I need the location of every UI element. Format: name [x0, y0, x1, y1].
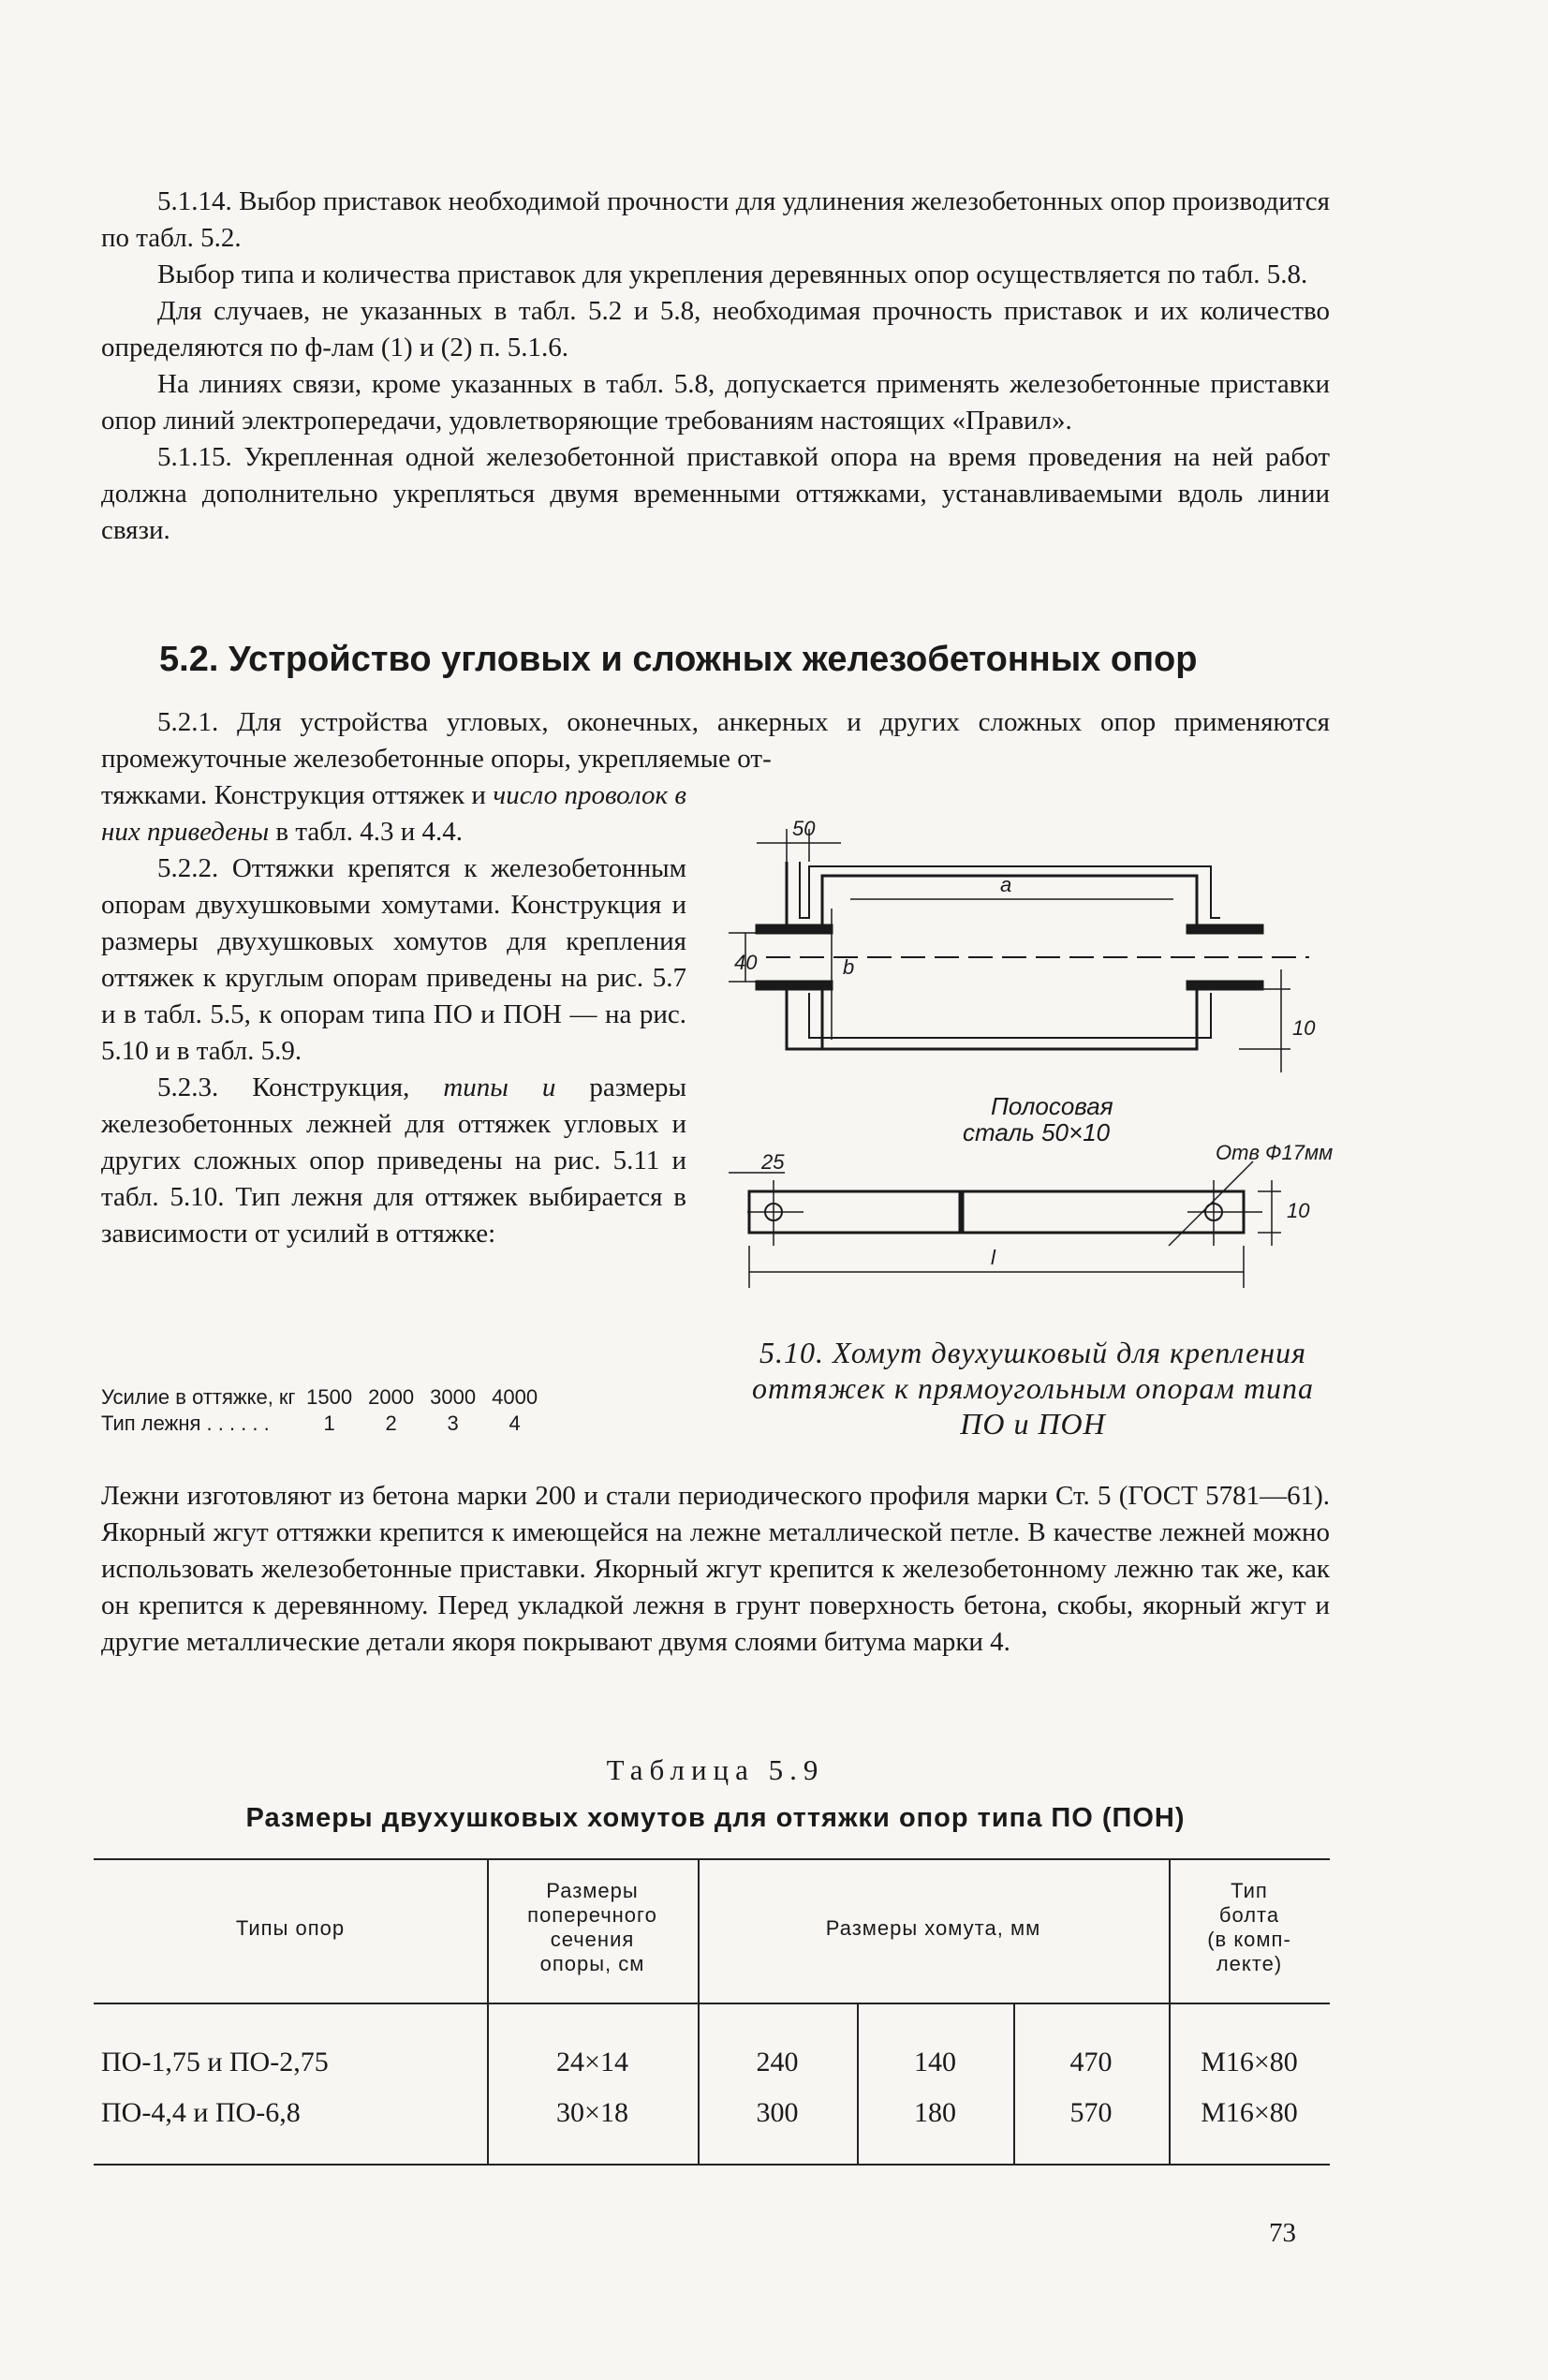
table-cell: М16×80	[1201, 2097, 1298, 2128]
table-cell: 180	[914, 2097, 956, 2128]
header-line: Тип	[1231, 1879, 1268, 1902]
table-rule	[857, 2003, 859, 2164]
figure-note: сталь 50×10	[963, 1118, 1111, 1146]
text-segment: число проволок в них приведены	[101, 780, 687, 847]
table-cell: М16×80	[1201, 2047, 1298, 2077]
figure-caption	[729, 1335, 1337, 1441]
table-title: Таблица 5.9	[606, 1753, 825, 1786]
dimension-label: 10	[1292, 1016, 1316, 1040]
table-cell: 4	[509, 1412, 521, 1435]
text-segment: тяжками. Конструкция оттяжек и	[101, 780, 486, 810]
paragraph: Лежни изготовляют из бетона марки 200 и стали периодического профиля марки Ст. 5 (ГОСТ 5781—61). Якорный жгут оттяжки крепится к имеющейся на лежне металлической петле. В качестве лежней можно использовать железобетонные приставки. Якорный жгут крепится к железобетонному лежню так же, как он крепится к деревянному. Перед укладкой лежня в грунт поверхность бетона, скобы, якорный жгут и другие металлические детали якоря покрывают двумя слоями битума марки 4.	[101, 1481, 1330, 1657]
table-cell: 300	[756, 2097, 799, 2128]
table-rule	[94, 2003, 1330, 2004]
table-cell: 1	[323, 1412, 335, 1435]
table-cell: 470	[1069, 2047, 1113, 2077]
table-cell: 240	[756, 2047, 799, 2077]
caption-text: 5.10. Хомут двухушковый для крепления оттяжек к прямоугольным опорам типа ПО и ПОН	[751, 1336, 1315, 1441]
paragraph	[101, 777, 686, 850]
header-line: болта	[1218, 1903, 1280, 1927]
column-header	[1169, 1879, 1330, 1976]
table-cell: Тип лежня . . . . . .	[101, 1412, 270, 1435]
header-line: поперечного	[527, 1903, 657, 1927]
table-cell: 570	[1069, 2097, 1113, 2128]
section-heading: 5.2. Устройство угловых и сложных железобетонных опор	[159, 640, 1198, 679]
paragraph	[101, 1070, 686, 1252]
table-cell: 4000	[492, 1385, 538, 1409]
paragraph: 5.1.15. Укрепленная одной железобетонной приставкой опора на время проведения на ней работ должна дополнительно укрепляться двумя временными оттяжками, устанавливаемыми вдоль линии связи.	[101, 442, 1330, 545]
table-rule	[94, 2164, 1330, 2166]
table-cell: 140	[914, 2047, 956, 2077]
table-cell: 3000	[430, 1385, 477, 1409]
table-cell: 30×18	[556, 2097, 628, 2128]
table-cell: 24×14	[556, 2047, 628, 2077]
dimension-label: l	[991, 1246, 995, 1269]
dimension-label: b	[843, 955, 855, 979]
header-line: Размеры	[546, 1879, 639, 1902]
header-line: опоры, см	[539, 1952, 645, 1975]
column-header: Типы опор	[235, 1916, 346, 1940]
text-segment: в табл. 4.3 и 4.4.	[275, 817, 464, 847]
paragraph: Выбор типа и количества приставок для укрепления деревянных опор осуществляется по табл. 5.8.	[157, 259, 1308, 289]
column-header: Размеры хомута, мм	[825, 1916, 1041, 1940]
table-cell: ПО-1,75 и ПО-2,75	[101, 2047, 329, 2077]
figure-note: Отв Ф17мм	[1216, 1141, 1334, 1164]
paragraph: На линиях связи, кроме указанных в табл. 5.8, допускается применять железобетонные приставки опор линий электропередачи, удовлетворяющие требованиям настоящих «Правил».	[101, 369, 1330, 436]
paragraph: 5.1.14. Выбор приставок необходимой прочности для удлинения железобетонных опор производится по табл. 5.2.	[101, 186, 1330, 253]
dimension-label: 40	[734, 951, 758, 974]
text-segment: размеры железобетонных лежней для оттяжек угловых и других сложных опор приведены на рис. 5.11 и табл. 5.10. Тип лежня для оттяжек выбирается в зависимости от усилий в оттяжке:	[101, 1072, 686, 1249]
table-cell: ПО-4,4 и ПО-6,8	[101, 2097, 301, 2128]
text-segment: 5.2.3. Конструкция,	[157, 1072, 410, 1102]
page-number: 73	[1269, 2218, 1296, 2248]
header-line: (в комп-	[1207, 1928, 1291, 1951]
header-line: лекте)	[1216, 1952, 1283, 1975]
table-row	[101, 1411, 549, 1437]
table-cell: 2	[385, 1412, 397, 1435]
paragraph: 5.2.2. Оттяжки крепятся к железобетонным опорам двухушковыми хомутами. Конструкция и размеры двухушковых хомутов для крепления оттяжек к круглым опорам приведены на рис. 5.7 и в табл. 5.5, к опорам типа ПО и ПОН — на рис. 5.10 и в табл. 5.9.	[101, 853, 686, 1066]
dimension-label: a	[1000, 873, 1012, 896]
left-column	[101, 777, 686, 1252]
table-rule	[94, 1858, 1330, 1860]
table-cell: Усилие в оттяжке, кг	[101, 1385, 296, 1409]
table-cell: 2000	[368, 1385, 415, 1409]
column-header	[487, 1879, 698, 1976]
table-rule	[1013, 2003, 1015, 2164]
figure-note: Полосовая	[991, 1092, 1113, 1120]
header-line: сечения	[550, 1928, 635, 1951]
text-segment: типы и	[443, 1072, 556, 1102]
dimension-label: 25	[761, 1150, 785, 1174]
table-cell: 1500	[306, 1385, 353, 1409]
force-table	[101, 1384, 686, 1437]
dimension-label: 10	[1287, 1199, 1310, 1222]
table-row	[101, 1384, 549, 1411]
table-cell: 3	[447, 1412, 459, 1435]
dimension-label: 50	[792, 817, 816, 840]
paragraph: 5.2.1. Для устройства угловых, оконечных, анкерных и других сложных опор применяются промежуточные железобетонные опоры, укрепляемые от-	[101, 707, 1330, 774]
paragraph: Для случаев, не указанных в табл. 5.2 и 5.8, необходимая прочность приставок и их количество определяются по ф-лам (1) и (2) п. 5.1.6.	[101, 296, 1330, 362]
table-subtitle: Размеры двухушковых хомутов для оттяжки опор типа ПО (ПОН)	[245, 1803, 1186, 1833]
intro-paragraphs	[101, 184, 1330, 549]
